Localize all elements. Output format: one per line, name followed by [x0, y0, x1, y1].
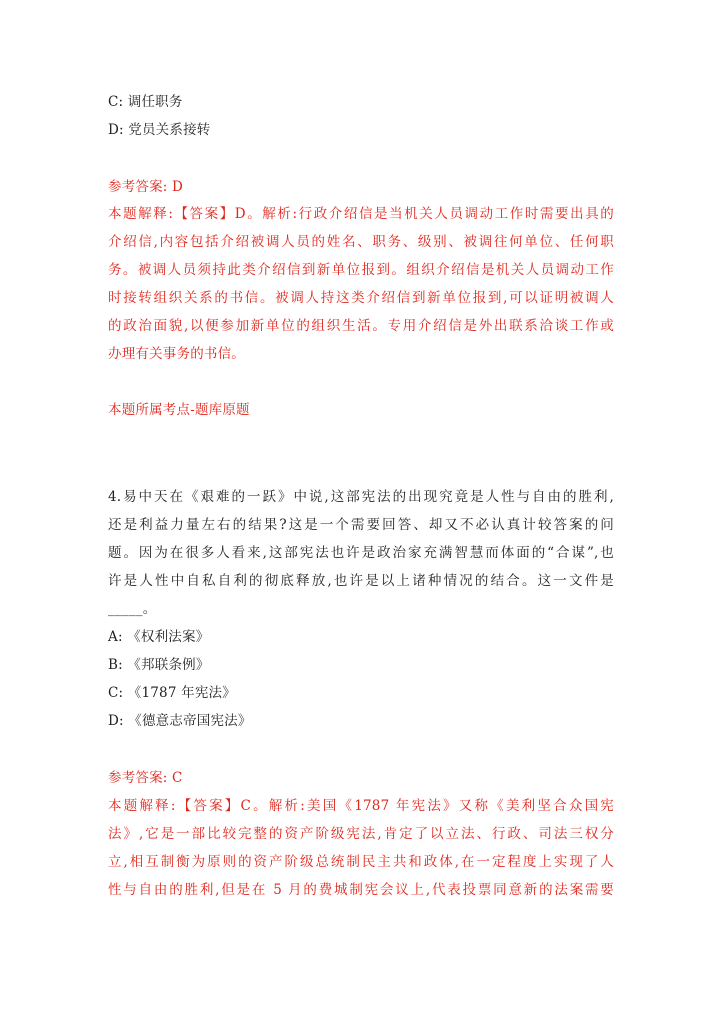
q3-option-d: D: 党员关系接转	[108, 122, 211, 138]
q4-option-d: D: 《德意志帝国宪法》	[108, 713, 252, 729]
q4-question-line: 4.易中天在《艰难的一跃》中说,这部宪法的出现究竟是人性与自由的胜利,	[108, 489, 614, 505]
q4-explanation-line: 性与自由的胜利,但是在 5 月的费城制宪会议上,代表投票同意新的法案需要	[108, 882, 614, 898]
q4-question-line: 题。因为在很多人看来,这部宪法也许是政治家充满智慧而体面的“合谋”,也	[108, 545, 614, 561]
q4-option-c: C: 《1787 年宪法》	[108, 685, 236, 701]
q4-option-a: A: 《权利法案》	[108, 629, 210, 645]
q4-answer: 参考答案: C	[108, 770, 183, 786]
q4-explanation-line: 立,相互制衡为原则的资产阶级总统制民主共和政体,在一定程度上实现了人	[108, 854, 614, 870]
q4-explanation-line: 法》,它是一部比较完整的资产阶级宪法,肯定了以立法、行政、司法三权分	[108, 826, 614, 842]
q3-explanation-line: 介绍信,内容包括介绍被调人员的姓名、职务、级别、被调往何单位、任何职	[108, 234, 614, 250]
q4-explanation-line: 本题解释:【答案】C。解析:美国《1787 年宪法》又称《美利坚合众国宪	[108, 798, 614, 814]
q3-explanation-line: 办理有关事务的书信。	[108, 346, 245, 362]
q4-question-line: 还是利益力量左右的结果?这是一个需要回答、却又不必认真计较答案的问	[108, 517, 614, 533]
q3-explanation-line: 务。被调人员须持此类介绍信到新单位报到。组织介绍信是机关人员调动工作	[108, 262, 614, 278]
q4-question-line: _____。	[108, 601, 157, 617]
q3-source: 本题所属考点-题库原题	[108, 402, 250, 418]
q4-option-b: B: 《邦联条例》	[108, 657, 210, 673]
q3-explanation-line: 的政治面貌,以便参加新单位的组织生活。专用介绍信是外出联系洽谈工作或	[108, 318, 614, 334]
q3-option-c: C: 调任职务	[108, 94, 183, 110]
q3-answer: 参考答案: D	[108, 179, 184, 195]
q3-explanation-line: 时接转组织关系的书信。被调人持这类介绍信到新单位报到,可以证明被调人	[108, 290, 614, 306]
q4-question-line: 许是人性中自私自利的彻底释放,也许是以上诸种情况的结合。这一文件是	[108, 573, 614, 589]
q3-explanation-line: 本题解释:【答案】D。解析:行政介绍信是当机关人员调动工作时需要出具的	[108, 206, 614, 222]
